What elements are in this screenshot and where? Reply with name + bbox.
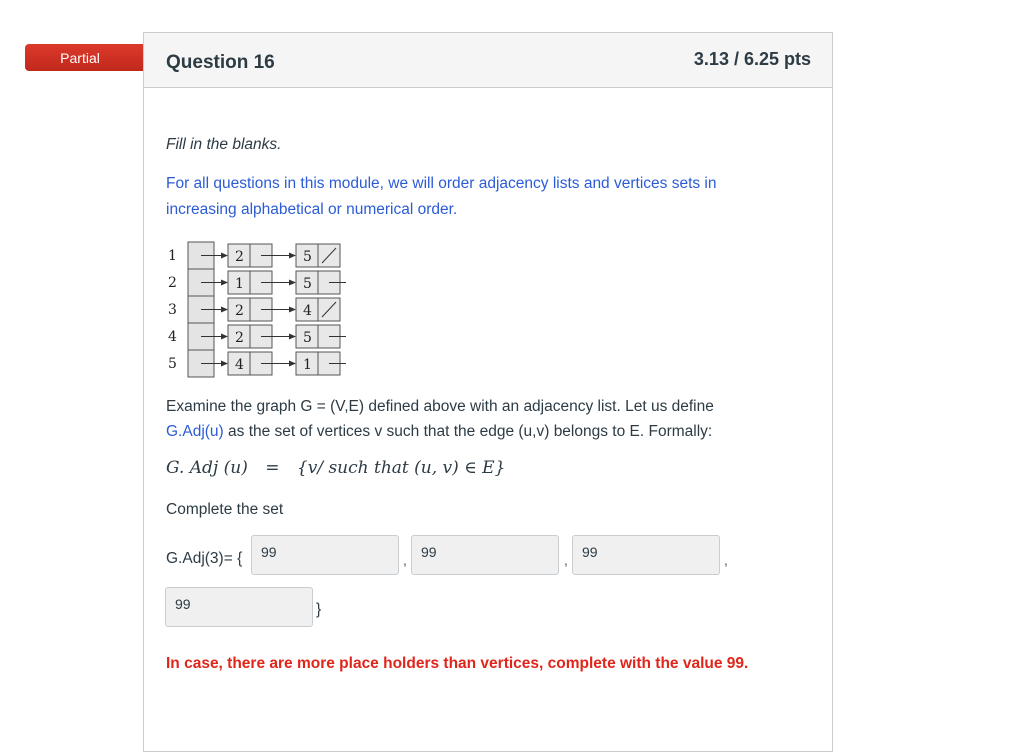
node-2-1-value: 1 (235, 276, 244, 292)
node-4-1-value: 2 (235, 330, 244, 346)
node-4-2-value: 5 (303, 330, 312, 346)
separator-2: , (564, 552, 568, 568)
node-1-1-value: 2 (235, 249, 244, 265)
vertex-index-4: 4 (168, 329, 177, 345)
node-1-2-value: 5 (303, 249, 312, 265)
examine-line-2 (166, 419, 712, 445)
placeholder-warning: In case, there are more place holders than vertices, complete with the value 99. (166, 655, 749, 672)
module-note-line-2: increasing alphabetical or numerical order. (166, 201, 458, 218)
answer-field-1[interactable]: 99 (251, 535, 399, 575)
node-3-1-value: 2 (235, 303, 244, 319)
formula-equals: = (265, 458, 280, 478)
vertex-index-1: 1 (168, 248, 177, 264)
node-5-2-value: 1 (303, 357, 312, 373)
node-2-2-value: 5 (303, 276, 312, 292)
question-points: 3.13 / 6.25 pts (693, 49, 811, 69)
node-5-1-value: 4 (235, 357, 244, 373)
partial-badge (25, 44, 147, 71)
partial-badge-label: Partial (60, 49, 100, 66)
complete-label: Complete the set (166, 501, 284, 518)
vertex-index-3: 3 (168, 302, 177, 318)
separator-1: , (403, 552, 407, 568)
node-3-2-value: 4 (303, 303, 312, 319)
set-suffix: } (316, 601, 322, 618)
answer-field-3[interactable]: 99 (572, 535, 720, 575)
formula (166, 458, 505, 478)
instruction-text: Fill in the blanks. (166, 136, 282, 153)
question-card (143, 32, 833, 752)
examine-line-1: Examine the graph G = (V,E) defined above with an adjacency list. Let us define (166, 398, 714, 415)
vertex-index-2: 2 (168, 275, 177, 291)
separator-3: , (724, 552, 728, 568)
question-header (144, 33, 832, 88)
answer-field-4[interactable]: 99 (165, 587, 313, 627)
formula-lhs: G. Adj (u) (166, 458, 248, 478)
question-title: Question 16 (166, 52, 275, 73)
adj-definition-link[interactable]: G.Adj(u) (166, 423, 224, 440)
examine-line-2-rest: as the set of vertices v such that the edge (u,v) belongs to E. Formally: (223, 423, 713, 440)
answer-field-2[interactable]: 99 (411, 535, 559, 575)
adjacency-list-figure (166, 238, 366, 388)
set-prefix: G.Adj(3)= { (166, 550, 243, 567)
formula-rhs: {v/ such that (u, v) ∈ E} (296, 458, 506, 478)
module-note-line-1: For all questions in this module, we will order adjacency lists and vertices sets in (166, 175, 717, 192)
vertex-index-5: 5 (168, 356, 177, 372)
